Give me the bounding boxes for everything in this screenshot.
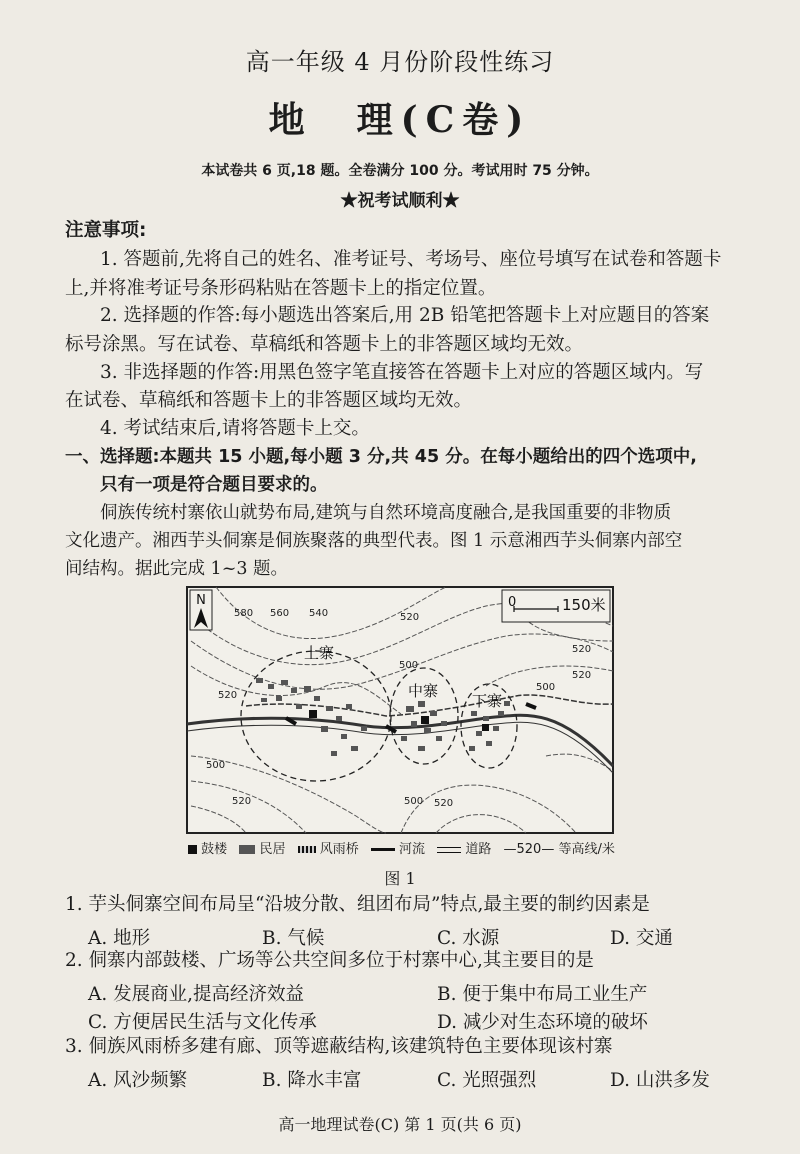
passage-line: 侗族传统村寨依山就势布局,建筑与自然环境高度融合,是我国重要的非物质 (100, 503, 672, 523)
passage-line: 文化遗产。湘西芋头侗寨是侗族聚落的典型代表。图 1 示意湘西芋头侗寨内部空 (65, 531, 683, 551)
notice-line: 上,并将准考证号条形码粘贴在答题卡上的指定位置。 (65, 278, 497, 299)
map-legend: 鼓楼 民居 风雨桥 河流 道路 —520— 等高线/米 (188, 838, 615, 857)
section-heading-cont: 只有一项是符合题目要求的。 (100, 475, 328, 495)
legend-bridge: 风雨桥 (319, 842, 359, 857)
notice-line: 1. 答题前,先将自己的姓名、准考证号、考场号、座位号填写在试卷和答题卡 (100, 249, 722, 270)
label-middle-village: 中寨 (408, 682, 439, 700)
option[interactable]: D. 减少对生态环境的破坏 (437, 1012, 648, 1033)
question-stem: 1. 芋头侗寨空间布局呈“沿坡分散、组团布局”特点,最主要的制约因素是 (65, 894, 650, 915)
subject-title: 地 理(C卷) (268, 99, 532, 141)
bridge-icon (298, 846, 316, 853)
option[interactable]: C. 水源 (437, 928, 500, 949)
good-luck-banner: ★祝考试顺利★ (340, 191, 460, 211)
notice-line: 4. 考试结束后,请将答题卡上交。 (100, 418, 370, 439)
contour-label: 520 (572, 644, 592, 655)
dwelling-icon (239, 845, 255, 854)
legend-river: 河流 (399, 842, 426, 857)
contour-label: 520 (572, 670, 592, 681)
option[interactable]: B. 便于集中布局工业生产 (437, 984, 648, 1005)
notice-heading: 注意事项: (65, 220, 147, 241)
notice-line: 3. 非选择题的作答:用黑色签字笔直接答在答题卡上对应的答题区域内。写 (100, 362, 704, 383)
page-footer: 高一地理试卷(C) 第 1 页(共 6 页) (278, 1115, 522, 1134)
contour-label: 560 (270, 608, 290, 619)
option[interactable]: C. 方便居民生活与文化传承 (88, 1012, 317, 1033)
option[interactable]: A. 地形 (88, 928, 151, 949)
figure-caption: 图 1 (384, 869, 416, 888)
north-label: N (196, 593, 206, 608)
section-heading: 一、选择题:本题共 15 小题,每小题 3 分,共 45 分。在每小题给出的四个选项中, (65, 447, 697, 467)
option[interactable]: B. 气候 (262, 928, 325, 949)
village-map (186, 586, 614, 834)
label-lower-village: 下寨 (472, 692, 503, 710)
contour-label: 500 (399, 660, 419, 671)
contour-label: 580 (234, 608, 254, 619)
option[interactable]: B. 降水丰富 (262, 1070, 362, 1091)
question-stem: 3. 侗族风雨桥多建有廊、顶等遮蔽结构,该建筑特色主要体现该村寨 (65, 1036, 613, 1057)
contour-label: 520 (400, 612, 420, 623)
legend-road: 道路 (465, 842, 492, 857)
legend-contour: 等高线/米 (558, 842, 615, 857)
contour-label: 520 (434, 798, 454, 809)
legend-contour-value: 520 (516, 842, 542, 857)
exam-title: 高一年级 4 月份阶段性练习 (245, 48, 555, 76)
scale-zero: 0 (508, 595, 517, 610)
option[interactable]: D. 交通 (610, 928, 673, 949)
scale-label: 150米 (562, 596, 606, 614)
question-stem: 2. 侗寨内部鼓楼、广场等公共空间多位于村寨中心,其主要目的是 (65, 950, 594, 971)
legend-drum-tower: 鼓楼 (201, 842, 228, 857)
option[interactable]: A. 风沙频繁 (88, 1070, 188, 1091)
option[interactable]: A. 发展商业,提高经济效益 (88, 984, 305, 1005)
road-icon (437, 847, 461, 853)
contour-label: 500 (536, 682, 556, 693)
contour-label: 500 (404, 796, 424, 807)
legend-dwelling: 民居 (259, 842, 286, 857)
river-icon (371, 848, 395, 851)
contour-label: 520 (232, 796, 252, 807)
contour-label: 500 (206, 760, 226, 771)
contour-label: 520 (218, 690, 238, 701)
drum-tower-icon (188, 845, 197, 854)
passage-line: 间结构。据此完成 1~3 题。 (65, 559, 289, 579)
contour-label: 540 (309, 608, 329, 619)
notice-line: 标号涂黑。写在试卷、草稿纸和答题卡上的非答题区域均无效。 (65, 334, 584, 355)
exam-info: 本试卷共 6 页,18 题。全卷满分 100 分。考试用时 75 分钟。 (201, 163, 599, 179)
option[interactable]: C. 光照强烈 (437, 1070, 537, 1091)
notice-line: 在试卷、草稿纸和答题卡上的非答题区域均无效。 (65, 390, 473, 411)
option[interactable]: D. 山洪多发 (610, 1070, 710, 1091)
label-upper-village: 上寨 (304, 644, 335, 662)
notice-line: 2. 选择题的作答:每小题选出答案后,用 2B 铅笔把答题卡上对应题目的答案 (100, 305, 710, 326)
